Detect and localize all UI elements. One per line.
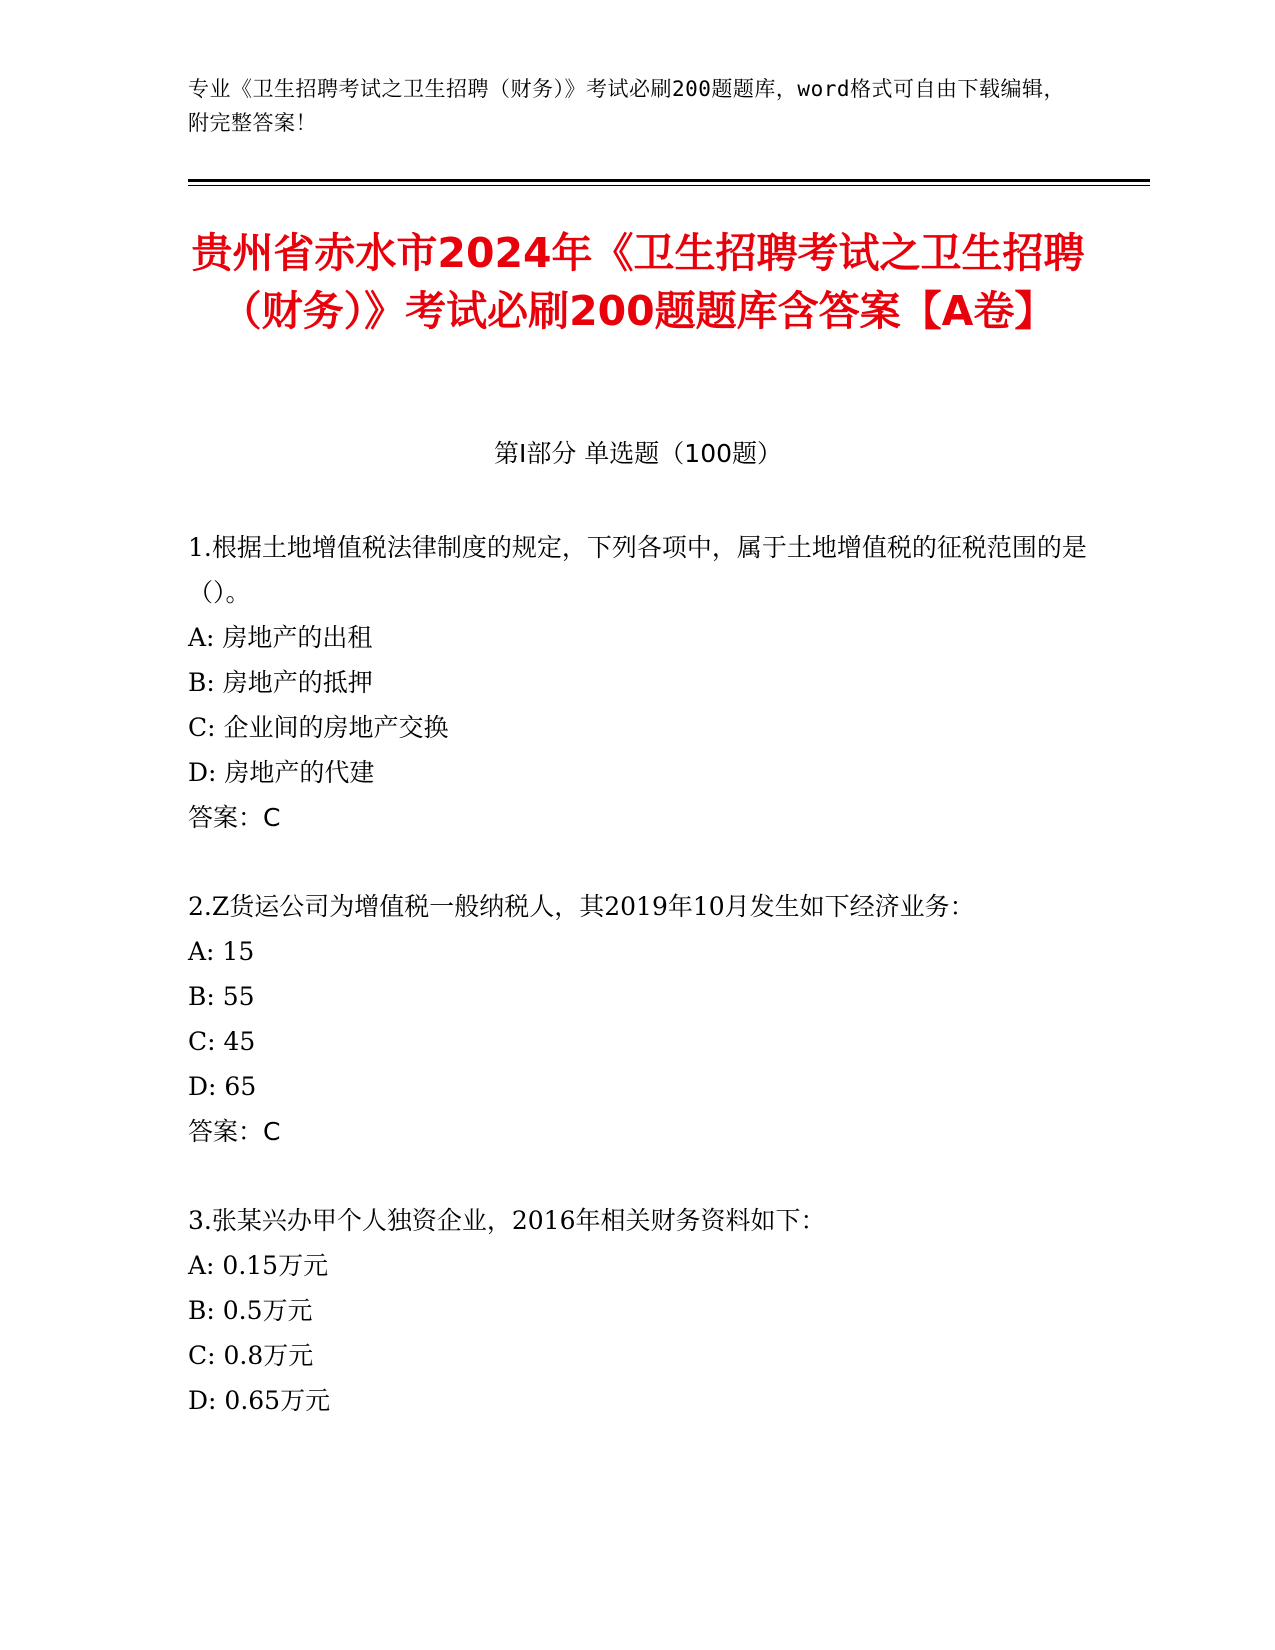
option-a: A: 15 [188,937,255,966]
header-note: 专业《卫生招聘考试之卫生招聘（财务）》考试必刷200题题库，word格式可自由下载编辑，附完整答案！ [188,77,1065,135]
question-list [188,525,1088,1467]
question-text: 3.张某兴办甲个人独资企业，2016年相关财务资料如下： [188,1206,826,1235]
question-1 [188,525,1088,840]
question-text: 1.根据土地增值税法律制度的规定，下列各项中，属于土地增值税的征税范围的是（）。 [188,533,1087,607]
option-d: D: 0.65万元 [188,1386,331,1415]
question-3 [188,1198,1088,1423]
header-divider [188,179,1150,182]
option-b: B: 0.5万元 [188,1296,313,1325]
document-title: 贵州省赤水市2024年《卫生招聘考试之卫生招聘（财务）》考试必刷200题题库含答案【A卷】 [191,229,1085,335]
header-divider-thin [188,185,1150,186]
section-heading: 第I部分 单选题（100题） [493,439,783,468]
answer: 答案：C [188,803,281,832]
option-b: B: 55 [188,982,255,1011]
option-a: A: 0.15万元 [188,1251,329,1280]
option-c: C: 45 [188,1027,256,1056]
answer: 答案：C [188,1117,281,1146]
option-a: A: 房地产的出租 [188,623,373,652]
option-d: D: 65 [188,1072,257,1101]
question-2 [188,884,1088,1154]
question-text: 2.Z货运公司为增值税一般纳税人，其2019年10月发生如下经济业务： [188,892,975,921]
option-c: C: 企业间的房地产交换 [188,713,449,742]
option-c: C: 0.8万元 [188,1341,314,1370]
option-b: B: 房地产的抵押 [188,668,373,697]
option-d: D: 房地产的代建 [188,758,375,787]
